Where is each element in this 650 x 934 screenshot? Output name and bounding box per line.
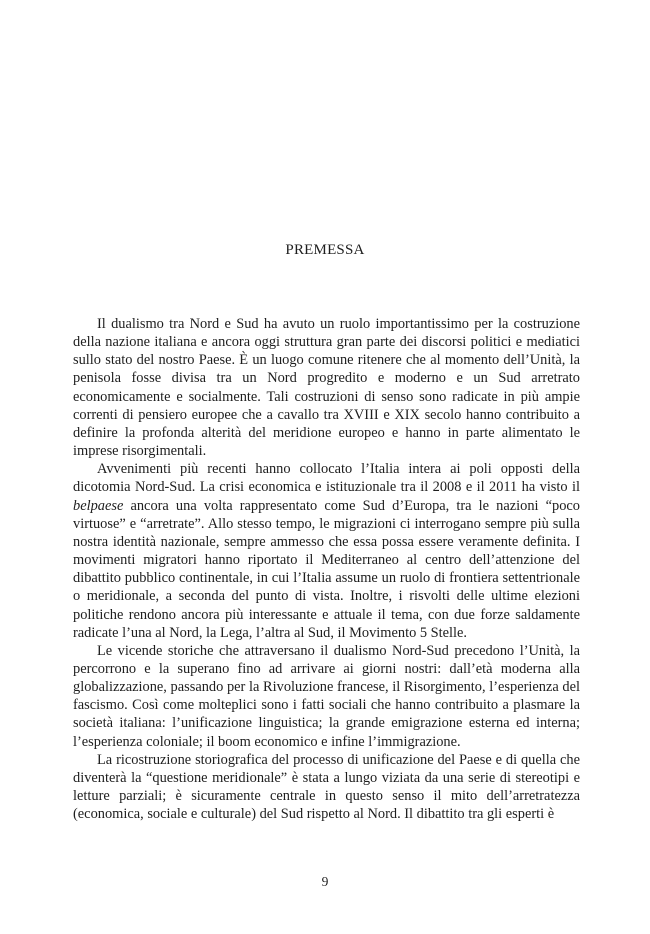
body-text (73, 315, 580, 823)
paragraph-text: Il dualismo tra Nord e Sud ha avuto un ruolo importantissimo per la costruzione della nazione italiana e ancora oggi struttura gran parte dei discorsi politici e mediatici sullo stato del nostro Paese. È un luogo comune ritenere che al momento dell’Unità, la penisola fosse divisa tra un Nord progredito e moderno e un Sud arretrato economicamente e socialmente. Tali costruzioni di senso sono radicate in più ampie correnti di pensiero europee che a cavallo tra XVIII e XIX secolo hanno contribuito a definire la profonda alterità del meridione europeo e hanno in parte alimentato le imprese risorgimentali. (73, 316, 580, 460)
paragraph (73, 642, 580, 751)
paragraph-text: ancora una volta rappresentato come Sud d’Europa, tra le nazioni “poco virtuose” e “arretrate”. Allo stesso tempo, le migrazioni ci interrogano sempre più sulla nostra identità nazionale, sempre ammesso che essa possa essere veramente definita. I movimenti migratori hanno riportato il Mediterraneo al centro dell’attenzione del dibattito pubblico continentale, in cui l’Italia assume un ruolo di frontiera settentrionale o meridionale, a seconda del punto di vista. Inoltre, i risvolti delle ultime elezioni politiche rendono ancora più interessante e attuale il tema, con due forze saldamente radicate l’una al Nord, la Lega, l’altra al Sud, il Movimento 5 Stelle. (73, 497, 580, 641)
page-number: 9 (321, 874, 329, 889)
page-title: PREMESSA (285, 242, 365, 258)
paragraph (73, 460, 580, 642)
italic-text: belpaese (73, 497, 124, 514)
paragraph (73, 315, 580, 460)
paragraph-text: Avvenimenti più recenti hanno collocato l’Italia intera ai poli opposti della dicotomia Nord-Sud. La crisi economica e istituzionale tra il 2008 e il 2011 ha visto il (73, 461, 580, 496)
paragraph-text: Le vicende storiche che attraversano il dualismo Nord-Sud precedono l’Unità, la percorrono e la superano fino ad arrivare ai giorni nostri: dall’età moderna alla globalizzazione, passando per la Rivoluzione francese, il Risorgimento, l’esperienza del fascismo. Così come molteplici sono i fatti sociali che hanno contribuito a plasmare la società italiana: l’unificazione linguistica; la grande emigrazione esterna ed interna; l’esperienza coloniale; il boom economico e infine l’immigrazione. (73, 642, 580, 750)
paragraph (73, 751, 580, 824)
paragraph-text: La ricostruzione storiografica del processo di unificazione del Paese e di quella che diventerà la “questione meridionale” è stata a lungo viziata da una serie di stereotipi e letture parziali; è sicuramente centrale in questo senso il mito dell’arretratezza (economica, sociale e culturale) del Sud rispetto al Nord. Il dibattito tra gli esperti è (73, 751, 580, 823)
